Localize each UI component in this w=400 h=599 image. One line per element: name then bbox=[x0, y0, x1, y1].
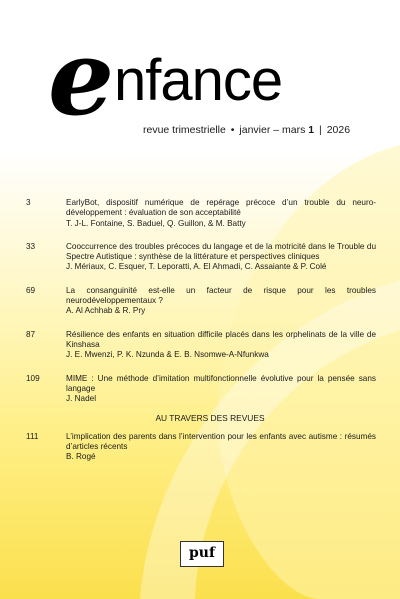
toc-article-title: L’implication des parents dans l’intervention pour les enfants avec autisme : résumés d’articles récents bbox=[66, 431, 376, 452]
table-of-contents bbox=[26, 198, 376, 463]
toc-authors: J. Nadel bbox=[66, 394, 97, 404]
toc-entry bbox=[26, 432, 376, 463]
toc-article-title: EarlyBot, dispositif numérique de repérage précoce d’un trouble du neuro-développement : évaluation de son acceptabilité bbox=[66, 198, 376, 218]
toc-page-number: 3 bbox=[26, 198, 31, 207]
toc-article-title: MIME : Une méthode d’imitation multifonctionnelle évolutive pour la pensée sans langage bbox=[66, 373, 376, 393]
toc-authors: B. Rogé bbox=[66, 452, 96, 462]
section-heading: AU TRAVERS DES REVUES bbox=[155, 413, 265, 424]
journal-frequency: revue trimestrielle bbox=[143, 124, 226, 136]
toc-entry bbox=[26, 330, 376, 361]
issue-number: 1 bbox=[308, 124, 315, 136]
toc-authors: A. Al Achhab & R. Pry bbox=[66, 306, 146, 316]
toc-authors: J. E. Mwenzi, P. K. Nzunda & E. B. Nsomwe-A-Nfunkwa bbox=[66, 350, 269, 360]
issue-subtitle bbox=[143, 124, 383, 136]
separator-dot: • bbox=[230, 124, 235, 136]
issue-year: 2026 bbox=[326, 124, 351, 136]
logo-wordmark: nfance bbox=[114, 48, 283, 113]
toc-authors: T. J-L. Fontaine, S. Baduel, Q. Guillon, & M. Batty bbox=[66, 218, 246, 228]
issue-period: janvier – mars bbox=[239, 124, 306, 136]
toc-entry bbox=[26, 242, 376, 273]
toc-authors: J. Mériaux, C. Esquer, T. Leporatti, A. El Ahmadi, C. Assaiante & P. Colé bbox=[66, 262, 327, 272]
publisher-logo: puf bbox=[180, 541, 224, 567]
toc-page-number: 33 bbox=[26, 241, 36, 251]
toc-entry bbox=[26, 198, 376, 229]
toc-entry bbox=[26, 286, 376, 317]
toc-article-title: La consanguinité est-elle un facteur de risque pour les troubles neurodéveloppementaux ? bbox=[66, 285, 376, 306]
logo-initial-letter: e bbox=[48, 16, 115, 139]
toc-article-title: Résilience des enfants en situation difficile placés dans les orphelinats de la ville de Kinshasa bbox=[66, 329, 376, 349]
separator-bar: | bbox=[319, 124, 322, 136]
toc-page-number: 69 bbox=[26, 285, 36, 295]
toc-article-title: Cooccurrence des troubles précoces du langage et de la motricité dans le Trouble du Spectre Autistique : synthèse de la littérature et perspectives cliniques bbox=[66, 241, 376, 262]
toc-entry bbox=[26, 374, 376, 405]
toc-page-number: 111 bbox=[26, 431, 39, 441]
toc-page-number: 109 bbox=[26, 373, 40, 383]
toc-page-number: 87 bbox=[26, 329, 36, 339]
